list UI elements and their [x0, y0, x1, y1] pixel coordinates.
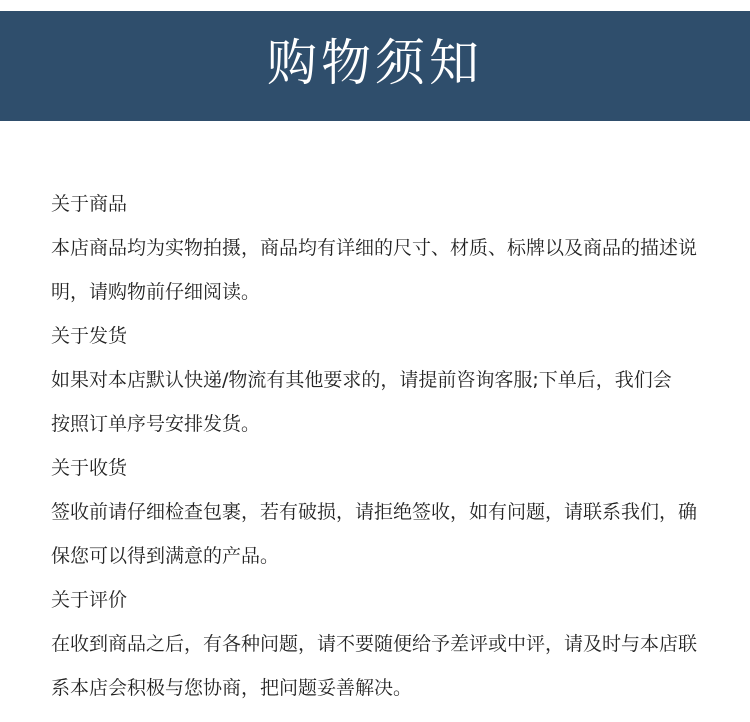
page-title: 购物须知: [267, 34, 483, 92]
header-banner: [0, 11, 750, 121]
section-text-line: 如果对本店默认快递/物流有其他要求的，请提前咨询客服;下单后，我们会: [51, 369, 672, 391]
section-receiving: [51, 446, 731, 578]
top-spacer: [0, 0, 750, 11]
section-text-line: 本店商品均为实物拍摄，商品均有详细的尺寸、材质、标牌以及商品的描述说: [51, 237, 698, 259]
section-review: [51, 578, 731, 710]
section-text-line: 系本店会积极与您协商，把问题妥善解决。: [51, 677, 413, 699]
section-text-line: 保您可以得到满意的产品。: [51, 545, 280, 567]
notice-content: [51, 182, 731, 710]
section-text-line: 明，请购物前仔细阅读。: [51, 281, 261, 303]
section-heading: 关于商品: [51, 193, 128, 215]
section-shipping: [51, 314, 731, 446]
section-text-line: 按照订单序号安排发货。: [51, 413, 261, 435]
section-heading: 关于收货: [51, 457, 128, 479]
section-heading: 关于评价: [51, 589, 128, 611]
section-text-line: 在收到商品之后，有各种问题，请不要随便给予差评或中评，请及时与本店联: [51, 633, 698, 655]
section-text-line: 签收前请仔细检查包裹，若有破损，请拒绝签收，如有问题，请联系我们，确: [51, 501, 698, 523]
section-heading: 关于发货: [51, 325, 128, 347]
section-goods: [51, 182, 731, 314]
